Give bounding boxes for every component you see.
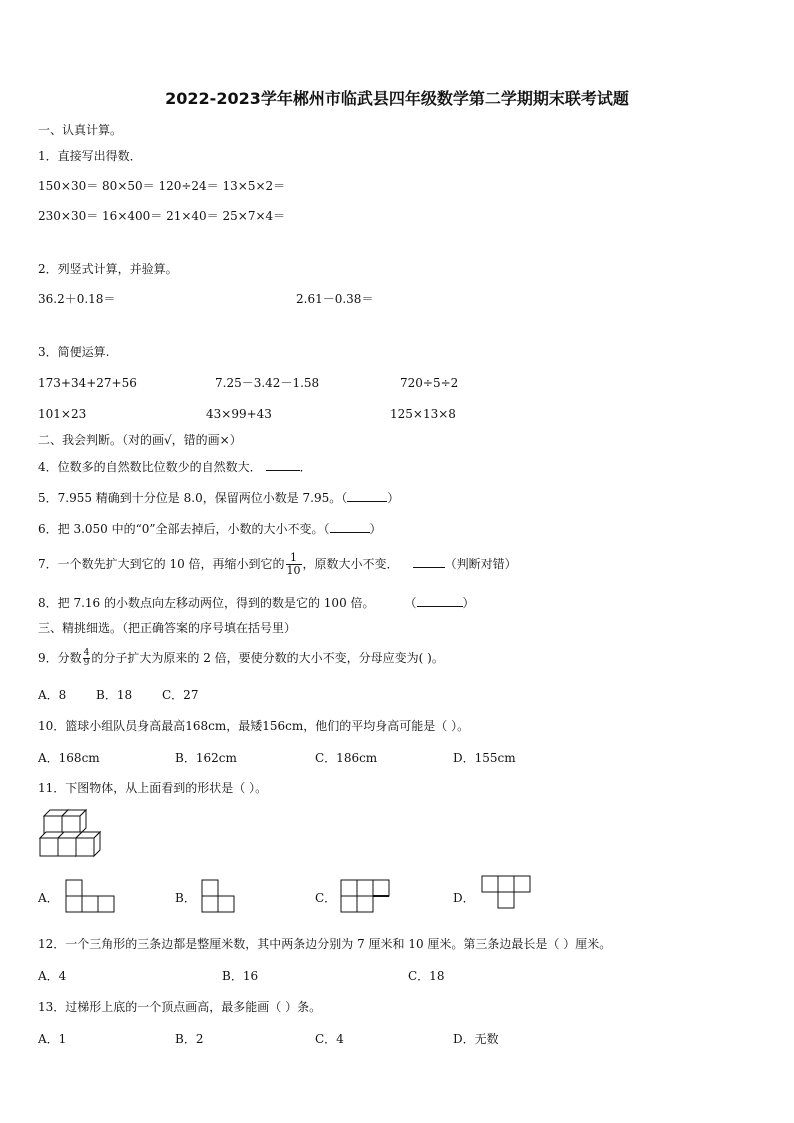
q13-option-c[interactable]: C．4	[315, 1032, 344, 1046]
q10-text: 10．篮球小组队员身高最高168cm，最矮156cm，他们的平均身高可能是（ ）。	[38, 719, 470, 733]
q11-option-a-shape	[66, 880, 114, 914]
q11-option-d[interactable]: D．	[453, 891, 475, 905]
section-3-heading: 三、精挑细选。（把正确答案的序号填在括号里）	[38, 621, 297, 635]
section-2-heading: 二、我会判断。（对的画√，错的画×）	[38, 433, 242, 447]
q7-fraction-denominator: 10	[286, 564, 301, 577]
q1-row-1: 150×30＝ 80×50＝ 120÷24＝ 13×5×2＝	[38, 179, 286, 193]
q10-option-b[interactable]: B．162cm	[175, 751, 237, 765]
q12-text: 12．一个三角形的三条边都是整厘米数，其中两条边分别为 7 厘米和 10 厘米。第三条边最长是（ ）厘米。	[38, 937, 612, 951]
q1-stem: 1．直接写出得数．	[38, 149, 142, 163]
q8-open: （	[404, 596, 417, 610]
q3-expr-d: 101×23	[38, 407, 87, 421]
q3-expr-c: 720÷5÷2	[400, 376, 459, 390]
q6-text: 6．把 3.050 中的“0”全部去掉后，小数的大小不变。（	[38, 522, 330, 536]
q12-option-a[interactable]: A．4	[38, 969, 67, 983]
q7-answer-blank[interactable]	[413, 555, 445, 568]
q2-stem: 2．列竖式计算，并验算。	[38, 262, 178, 276]
q4-text: 4．位数多的自然数比位数少的自然数大．	[38, 460, 262, 474]
q7-fraction-numerator: 1	[286, 552, 302, 565]
q5-text: 5．7.955 精确到十分位是 8.0，保留两位小数是 7.95。（	[38, 491, 348, 505]
q3-stem: 3．简便运算.	[38, 345, 110, 359]
q3-expr-e: 43×99+43	[206, 407, 272, 421]
q11-option-c-shape	[341, 880, 391, 914]
q13-option-a[interactable]: A．1	[38, 1032, 67, 1046]
q10-option-c[interactable]: C．186cm	[315, 751, 378, 765]
q1-row-2: 230×30＝ 16×400＝ 21×40＝ 25×7×4＝	[38, 209, 286, 223]
page-title: 2022-2023学年郴州市临武县四年级数学第二学期期末联考试题	[165, 89, 629, 108]
q9-text-post: 的分子扩大为原来的 2 倍，要使分数的大小不变，分母应变为( )。	[91, 651, 444, 665]
section-1-heading: 一、认真计算。	[38, 123, 123, 137]
q13-option-d[interactable]: D．无数	[453, 1032, 499, 1046]
q9-option-c[interactable]: C．27	[162, 688, 199, 702]
q5-answer-blank[interactable]	[347, 489, 387, 502]
q7-line	[38, 550, 517, 578]
q4-answer-blank[interactable]	[266, 458, 300, 471]
q3-expr-a: 173+34+27+56	[38, 376, 137, 390]
q7-text-post: ，原数大小不变．	[302, 557, 399, 571]
q3-expr-b: 7.25－3.42－1.58	[215, 376, 320, 390]
q4-end: ．	[299, 460, 312, 474]
q7-text-pre: 7．一个数先扩大到它的 10 倍，再缩小到它的	[38, 557, 285, 571]
q6-line	[38, 520, 382, 537]
q9-line	[38, 646, 444, 670]
q9-option-a[interactable]: A．8	[38, 688, 67, 702]
q6-answer-blank[interactable]	[330, 520, 370, 533]
q8-line	[38, 594, 475, 611]
q9-fraction	[83, 649, 91, 668]
q13-text: 13．过梯形上底的一个顶点画高，最多能画（ ）条。	[38, 1000, 322, 1014]
q5-line	[38, 489, 399, 506]
q10-option-d[interactable]: D．155cm	[453, 751, 516, 765]
q11-text: 11．下图物体，从上面看到的形状是（ ）。	[38, 781, 268, 795]
q5-end: ）	[387, 491, 400, 505]
q11-option-b-shape	[202, 880, 236, 914]
q2-expr-a: 36.2＋0.18＝	[38, 292, 116, 306]
q6-end: ）	[369, 522, 382, 536]
q11-option-b[interactable]: B．	[175, 891, 196, 905]
q10-option-a[interactable]: A．168cm	[38, 751, 100, 765]
q8-text: 8．把 7.16 的小数点向左移动两位，得到的数是它的 100 倍。	[38, 596, 375, 610]
q8-end: ）	[462, 596, 475, 610]
q11-cube-figure	[38, 808, 110, 860]
q11-option-a[interactable]: A．	[38, 891, 59, 905]
q9-fraction-denominator: 9	[83, 658, 90, 668]
q8-answer-blank[interactable]	[417, 594, 463, 607]
q7-fraction	[286, 552, 302, 577]
q9-fraction-numerator: 4	[83, 648, 90, 658]
q4-line	[38, 458, 312, 475]
q12-option-b[interactable]: B．16	[222, 969, 259, 983]
q9-option-b[interactable]: B．18	[96, 688, 133, 702]
q12-option-c[interactable]: C．18	[408, 969, 445, 983]
q9-text-pre: 9．分数	[38, 651, 82, 665]
q7-end: （判断对错）	[444, 557, 517, 571]
q11-option-c[interactable]: C．	[315, 891, 337, 905]
q3-expr-f: 125×13×8	[390, 407, 456, 421]
q13-option-b[interactable]: B．2	[175, 1032, 204, 1046]
q11-option-d-shape	[482, 876, 530, 916]
q2-expr-b: 2.61－0.38＝	[296, 292, 374, 306]
